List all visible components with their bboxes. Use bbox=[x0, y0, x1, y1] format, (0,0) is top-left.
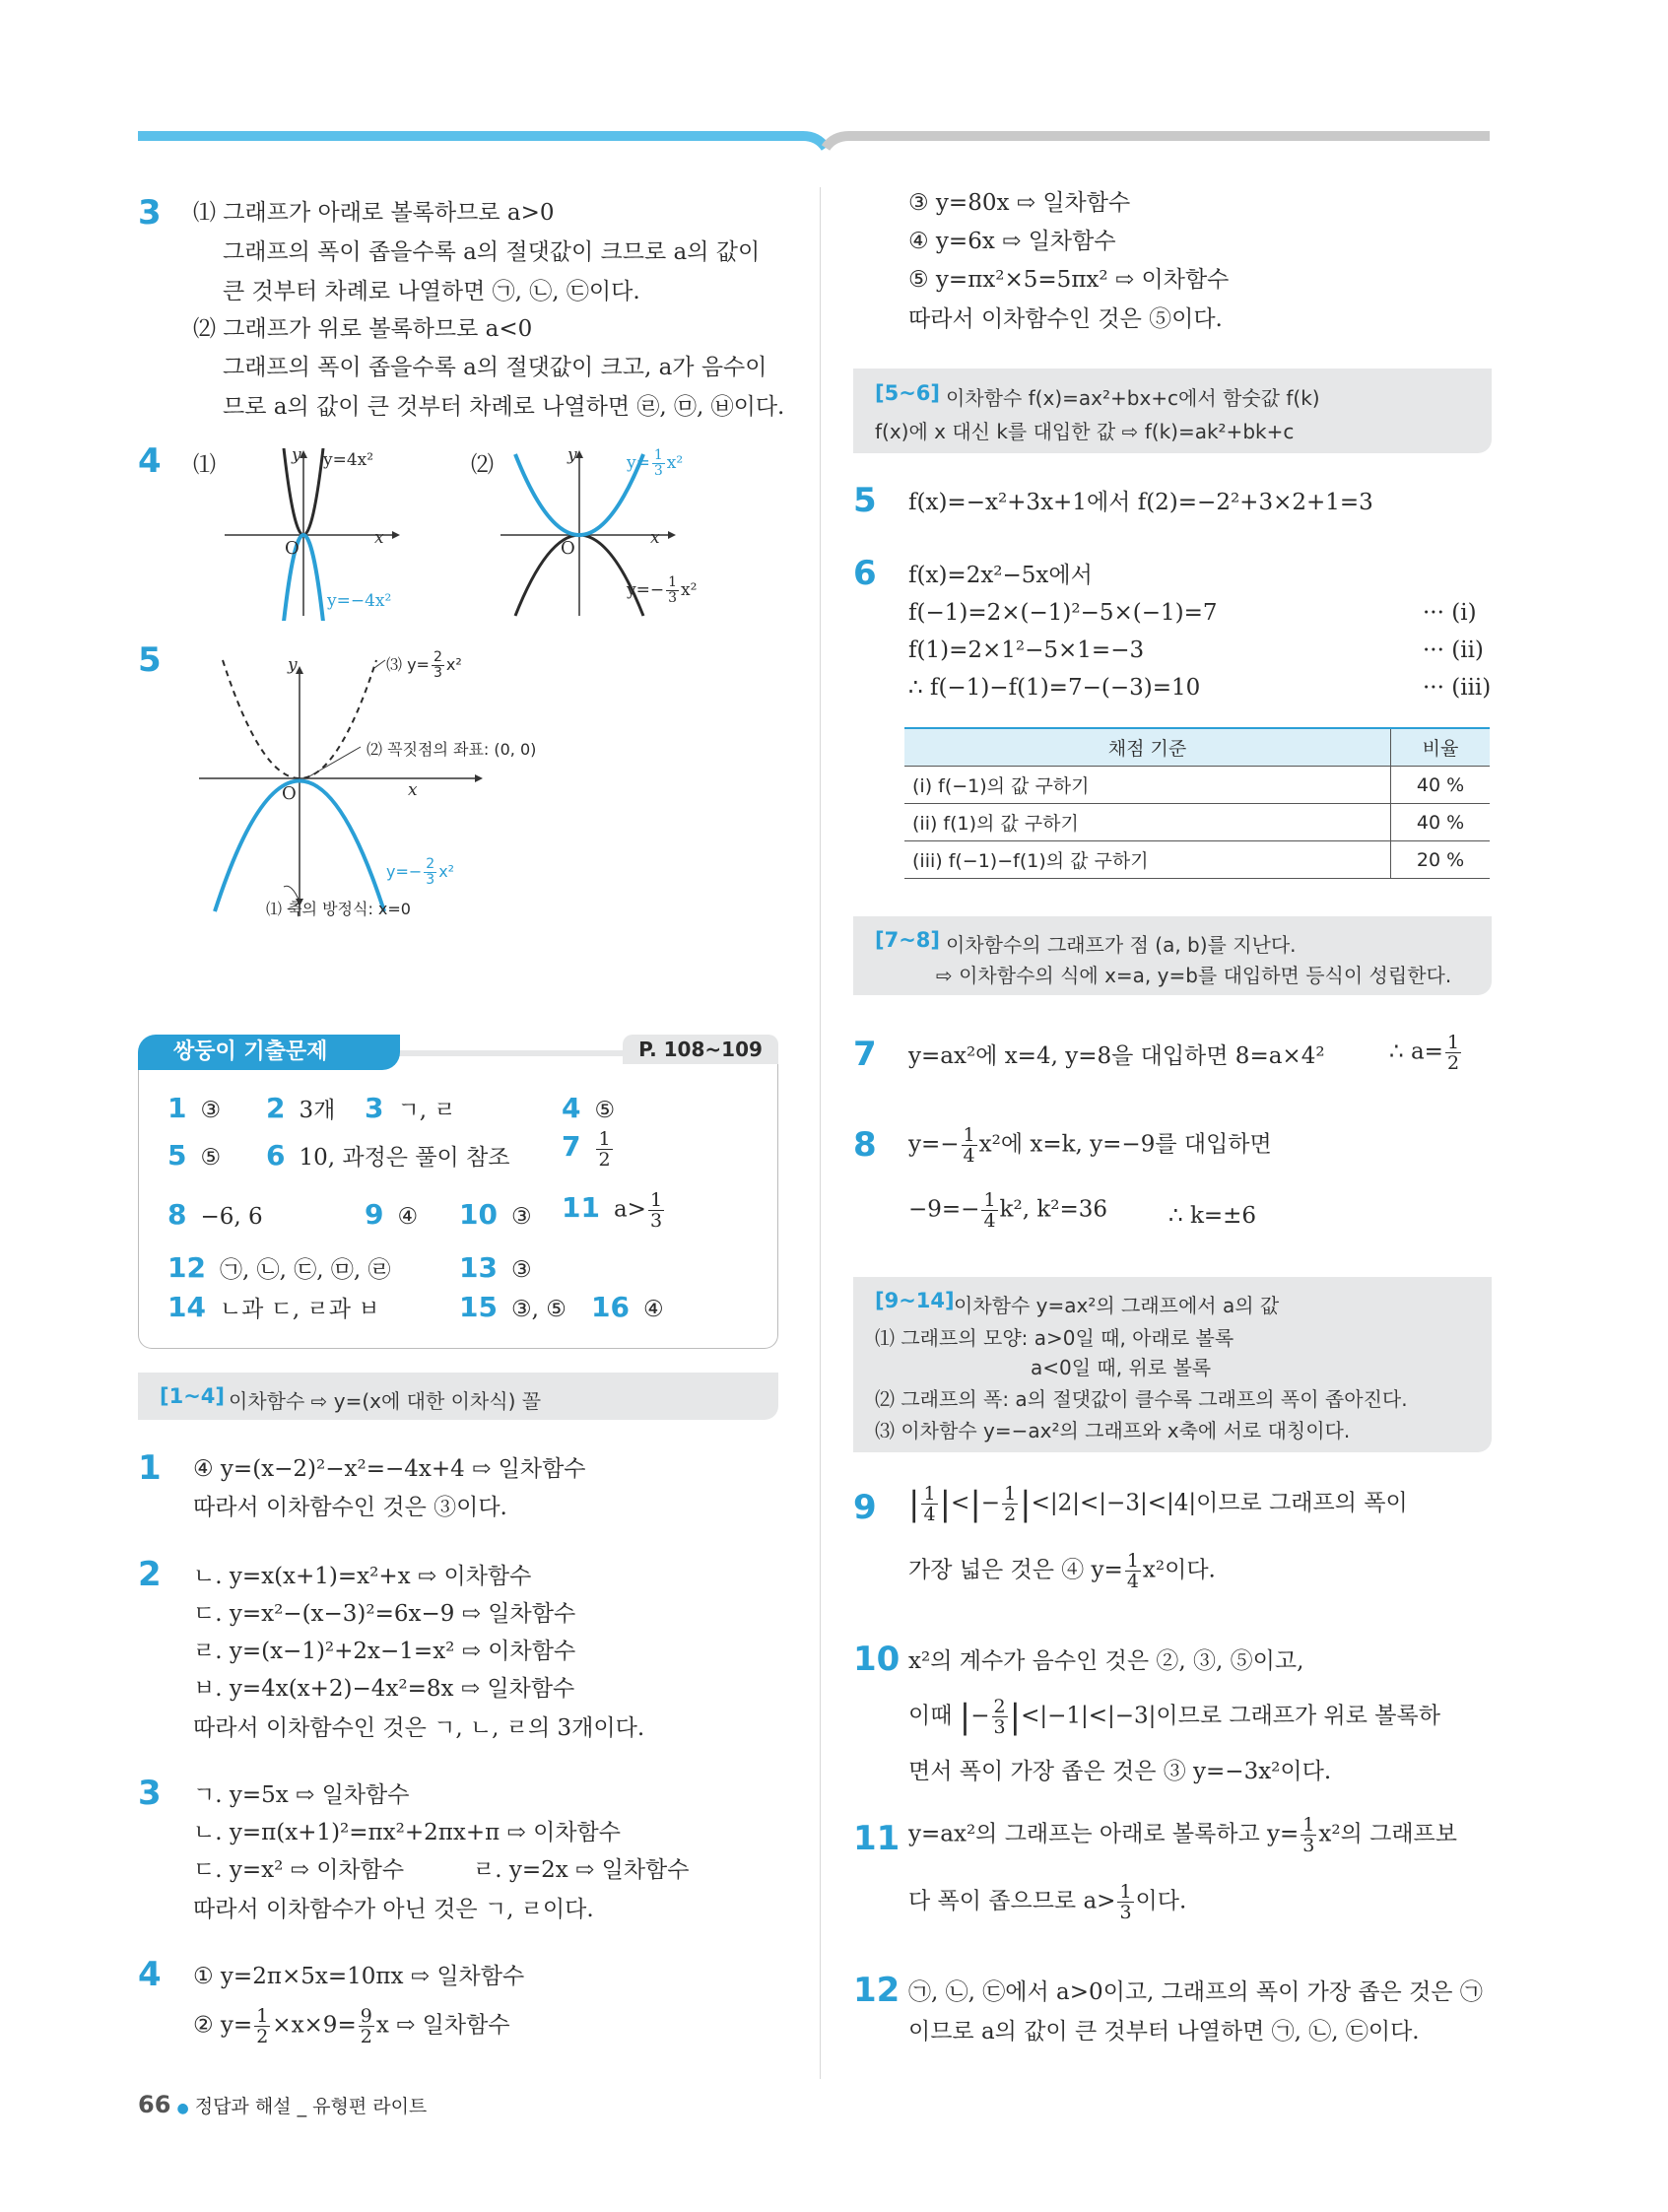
tip-text: 이차함수 y=ax²의 그래프에서 a의 값 bbox=[954, 1294, 1280, 1317]
problem-number: 1 bbox=[138, 1448, 162, 1488]
answer-value: ③ bbox=[200, 1098, 222, 1123]
label-part: y= bbox=[627, 453, 650, 473]
tip-text: ⑶ 이차함수 y=−ax²의 그래프와 x축에 서로 대칭이다. bbox=[875, 1419, 1351, 1442]
denominator: 2 bbox=[1004, 1504, 1017, 1525]
exam-answer bbox=[365, 1198, 418, 1231]
answer-value: 10, 과정은 풀이 참조 bbox=[299, 1145, 510, 1171]
table-header-row bbox=[904, 728, 1490, 767]
text-line: 이때 |− $\frac{2}{3}$ |<|−1|<|−3|이므로 그래프가 위로 볼록하 bbox=[908, 1696, 1440, 1738]
text-line: 그래프의 폭이 좁을수록 a의 절댓값이 크고, a가 음수이 bbox=[223, 355, 767, 380]
page-footer bbox=[138, 2091, 427, 2118]
fraction bbox=[666, 575, 679, 606]
answer-value: ⑤ bbox=[200, 1145, 222, 1171]
text-line: ㄷ. y=x² ⇨ 이차함수 bbox=[193, 1857, 405, 1883]
text-line: 따라서 이차함수인 것은 ㄱ, ㄴ, ㄹ의 3개이다. bbox=[193, 1715, 645, 1741]
curve-label bbox=[386, 650, 462, 681]
text-line: ㄷ. y=x²−(x−3)²=6x−9 ⇨ 일차함수 bbox=[193, 1601, 576, 1627]
problem-number: 2 bbox=[138, 1555, 162, 1594]
table-cell: (ii) f(1)의 값 구하기 bbox=[904, 804, 1391, 841]
tip-box-1-4 bbox=[138, 1373, 778, 1420]
denominator: 4 bbox=[983, 1210, 996, 1232]
fraction bbox=[992, 1697, 1008, 1737]
numerator: 1 bbox=[963, 1124, 975, 1146]
text-part: 다 폭이 좁으므로 a> bbox=[908, 1888, 1116, 1914]
text-line: 따라서 이차함수가 아닌 것은 ㄱ, ㄹ이다. bbox=[193, 1897, 594, 1922]
tip-text: 이차함수의 그래프가 점 (a, b)를 지난다. bbox=[946, 933, 1297, 957]
text-line: ① y=2π×5x=10πx ⇨ 일차함수 bbox=[193, 1964, 525, 1989]
denominator: 3 bbox=[1119, 1902, 1132, 1923]
text-part: 이때 bbox=[908, 1703, 953, 1729]
fraction bbox=[981, 1190, 997, 1231]
answer-value: ③, ⑤ bbox=[510, 1297, 567, 1322]
fraction bbox=[1301, 1815, 1316, 1855]
numerator: 1 bbox=[1126, 1550, 1139, 1572]
denominator: 2 bbox=[598, 1149, 611, 1171]
abs-bar: | bbox=[939, 1484, 952, 1524]
answer-number: 12 bbox=[167, 1251, 206, 1284]
text-line: | $\frac{1}{4}$ |<|− $\frac{1}{2}$ |<|2|<|−3|<|4|이므로 그래프의 폭이 bbox=[908, 1483, 1408, 1525]
tip-box-7-8 bbox=[853, 916, 1492, 995]
footer-text: 정답과 해설 _ 유형편 라이트 bbox=[194, 2096, 428, 2117]
answer-value: ④ bbox=[642, 1297, 664, 1322]
text-line: ㄱ. y=5x ⇨ 일차함수 bbox=[193, 1782, 410, 1808]
text-line: 따라서 이차함수인 것은 ③이다. bbox=[193, 1495, 507, 1520]
text-line: f(1)=2×1²−5×1=−3 bbox=[908, 637, 1145, 663]
problem-number: 4 bbox=[138, 441, 162, 481]
vertex-label: ⑵ 꼭짓점의 좌표: (0, 0) bbox=[367, 740, 537, 759]
text-line: f(x)=2x²−5x에서 bbox=[908, 563, 1093, 588]
fraction bbox=[652, 448, 665, 479]
text-line: x²의 계수가 음수인 것은 ②, ③, ⑤이고, bbox=[908, 1648, 1304, 1674]
text-line bbox=[908, 1551, 1216, 1591]
fraction bbox=[424, 857, 436, 888]
fraction bbox=[254, 2006, 270, 2046]
text-line bbox=[193, 2006, 510, 2046]
problem-number: 3 bbox=[138, 1774, 162, 1813]
problem-number: 11 bbox=[853, 1819, 901, 1858]
denominator: 2 bbox=[1446, 1052, 1460, 1074]
text-part: x²의 그래프보 bbox=[1318, 1821, 1457, 1847]
denominator: 2 bbox=[360, 2026, 372, 2047]
axis-label: x bbox=[650, 528, 660, 548]
table-header: 비율 bbox=[1391, 728, 1491, 767]
exam-answer bbox=[266, 1139, 510, 1172]
table-row bbox=[904, 767, 1490, 804]
text-line: ⑴ 그래프가 아래로 볼록하므로 a>0 bbox=[193, 200, 555, 226]
tip-text: a<0일 때, 위로 볼록 bbox=[1031, 1356, 1212, 1379]
denominator: 4 bbox=[963, 1145, 975, 1167]
tip-range: [9~14] bbox=[875, 1289, 955, 1312]
exam-answer bbox=[167, 1291, 380, 1323]
answer-number: 9 bbox=[365, 1198, 384, 1231]
curve-label bbox=[627, 575, 697, 606]
exam-answer bbox=[562, 1092, 615, 1124]
numerator: 1 bbox=[256, 2005, 269, 2027]
answer-number: 10 bbox=[459, 1198, 498, 1231]
exam-title-text: 쌍둥이 기출문제 bbox=[173, 1039, 328, 1064]
text-line: ㉠, ㉡, ㉢에서 a>0이고, 그래프의 폭이 가장 좁은 것은 ㉠ bbox=[908, 1979, 1483, 2005]
exam-answer bbox=[459, 1291, 567, 1323]
denominator: 3 bbox=[433, 665, 442, 681]
denominator: 4 bbox=[923, 1504, 936, 1525]
text-part: < bbox=[951, 1490, 970, 1516]
text-part: x²에 x=k, y=−9를 대입하면 bbox=[978, 1131, 1272, 1158]
origin-label: O bbox=[561, 538, 575, 559]
part-label: ⑵ bbox=[471, 452, 494, 478]
table-cell: 20 % bbox=[1391, 841, 1491, 879]
graph-4-1 bbox=[225, 448, 422, 621]
problem-number: 12 bbox=[853, 1971, 901, 2010]
text-line: ㄴ. y=π(x+1)²=πx²+2πx+π ⇨ 이차함수 bbox=[193, 1820, 621, 1845]
problem-number: 5 bbox=[138, 640, 162, 680]
footer-bullet: ● bbox=[176, 2101, 189, 2116]
exam-answer bbox=[167, 1251, 390, 1284]
header-bar bbox=[0, 0, 1668, 158]
abs-bar: | bbox=[1009, 1697, 1022, 1737]
text-line: ㅂ. y=4x(x+2)−4x²=8x ⇨ 일차함수 bbox=[193, 1676, 575, 1702]
table-cell: 40 % bbox=[1391, 767, 1491, 804]
step-marker: ··· (ii) bbox=[1423, 637, 1484, 663]
fraction bbox=[921, 1484, 937, 1524]
fraction bbox=[648, 1190, 664, 1231]
origin-label: O bbox=[282, 783, 297, 804]
denominator: 3 bbox=[668, 590, 678, 606]
denominator: 4 bbox=[1126, 1571, 1139, 1592]
tip-range: [7~8] bbox=[875, 928, 941, 952]
numerator: 1 bbox=[983, 1189, 996, 1211]
fraction bbox=[962, 1125, 977, 1166]
answer-number: 16 bbox=[591, 1291, 630, 1323]
fraction bbox=[359, 2006, 374, 2046]
table-header: 채점 기준 bbox=[904, 728, 1391, 767]
axis-label: y bbox=[292, 445, 301, 465]
answer-value: ㄴ과 ㄷ, ㄹ과 ㅂ bbox=[219, 1297, 380, 1322]
problem-number: 10 bbox=[853, 1640, 901, 1679]
answer-number: 3 bbox=[365, 1092, 384, 1124]
numerator: 1 bbox=[653, 447, 663, 463]
answer-number: 11 bbox=[562, 1190, 600, 1224]
answer-value: ④ bbox=[397, 1204, 419, 1230]
text-line: y=ax²에 x=4, y=8을 대입하면 8=a×4² bbox=[908, 1043, 1325, 1069]
text-line: ∴ f(−1)−f(1)=7−(−3)=10 bbox=[908, 675, 1201, 701]
exam-answer bbox=[167, 1198, 263, 1231]
denominator: 3 bbox=[1302, 1835, 1315, 1856]
part-label: ⑴ bbox=[193, 452, 216, 478]
tip-range: [5~6] bbox=[875, 381, 941, 405]
numerator: 1 bbox=[1302, 1814, 1315, 1836]
label-part: ⑶ y= bbox=[386, 655, 430, 674]
answer-number: 8 bbox=[167, 1198, 187, 1231]
numerator: 2 bbox=[433, 649, 442, 665]
origin-label: O bbox=[285, 538, 300, 559]
answer-value: −6, 6 bbox=[200, 1204, 263, 1230]
denominator: 3 bbox=[653, 463, 663, 479]
answer-number: 15 bbox=[459, 1291, 498, 1323]
table-row bbox=[904, 804, 1490, 841]
scoring-table bbox=[904, 727, 1490, 879]
text-line: 면서 폭이 가장 좁은 것은 ③ y=−3x²이다. bbox=[908, 1759, 1332, 1784]
problem-number: 9 bbox=[853, 1488, 877, 1527]
table-cell: (iii) f(−1)−f(1)의 값 구하기 bbox=[904, 841, 1391, 879]
exam-answer bbox=[167, 1092, 221, 1124]
answer-number: 5 bbox=[167, 1139, 187, 1172]
text-line: f(−1)=2×(−1)²−5×(−1)=7 bbox=[908, 600, 1218, 626]
text-line: 므로 a의 값이 큰 것부터 차례로 나열하면 ㉣, ㉤, ㉥이다. bbox=[223, 394, 785, 420]
answer-value: ⑤ bbox=[594, 1098, 616, 1123]
exam-answer bbox=[459, 1198, 532, 1231]
tip-text: 이차함수 f(x)=ax²+bx+c에서 함숫값 f(k) bbox=[946, 386, 1320, 410]
answer-value: ③ bbox=[510, 1204, 532, 1230]
answer-number: 6 bbox=[266, 1139, 286, 1172]
text-line: 따라서 이차함수인 것은 ⑤이다. bbox=[908, 306, 1223, 332]
numerator: 2 bbox=[426, 856, 435, 872]
text-part: y=− bbox=[908, 1131, 960, 1158]
tip-range: [1~4] bbox=[160, 1384, 226, 1408]
text-part: ×x×9= bbox=[272, 2012, 357, 2039]
numerator: 1 bbox=[923, 1483, 936, 1505]
answer-number: 4 bbox=[562, 1092, 581, 1124]
label-part: x² bbox=[445, 655, 462, 674]
tip-box-5-6 bbox=[853, 369, 1492, 453]
problem-number: 4 bbox=[138, 1955, 162, 1994]
label-part: x² bbox=[666, 453, 684, 473]
answer-number: 1 bbox=[167, 1092, 187, 1124]
table-cell: 40 % bbox=[1391, 804, 1491, 841]
answer-value: ㄱ, ㄹ bbox=[397, 1098, 456, 1123]
text-line: 이므로 a의 값이 큰 것부터 나열하면 ㉠, ㉡, ㉢이다. bbox=[908, 2019, 1420, 2044]
tip-text: 이차함수 ⇨ y=(x에 대한 이차식) 꼴 bbox=[229, 1389, 542, 1413]
axis-label: x bbox=[408, 780, 418, 800]
fraction bbox=[1002, 1484, 1018, 1524]
abs-bar: | bbox=[908, 1484, 920, 1524]
numerator: 1 bbox=[1004, 1483, 1017, 1505]
exam-answer bbox=[365, 1092, 456, 1124]
table-row bbox=[904, 841, 1490, 879]
text-line: ④ y=(x−2)²−x²=−4x+4 ⇨ 일차함수 bbox=[193, 1456, 586, 1482]
fraction bbox=[1125, 1551, 1141, 1591]
text-line bbox=[908, 1815, 1457, 1855]
numerator: 1 bbox=[1119, 1881, 1132, 1903]
problem-number: 7 bbox=[853, 1035, 877, 1074]
page-number: 66 bbox=[138, 2091, 171, 2118]
exam-answer bbox=[591, 1291, 664, 1323]
numerator: 1 bbox=[649, 1189, 663, 1211]
tip-text: ⑵ 그래프의 폭: a의 절댓값이 클수록 그래프의 폭이 좁아진다. bbox=[875, 1387, 1408, 1411]
answer-number: 2 bbox=[266, 1092, 286, 1124]
text-part: x²이다. bbox=[1142, 1557, 1216, 1583]
text-part: x ⇨ 일차함수 bbox=[375, 2012, 510, 2039]
text-line: ㄹ. y=(x−1)²+2x−1=x² ⇨ 이차함수 bbox=[193, 1639, 576, 1664]
label-part: x² bbox=[438, 862, 455, 881]
numerator: 9 bbox=[360, 2005, 372, 2027]
tip-text: ⑴ 그래프의 모양: a>0일 때, 아래로 볼록 bbox=[875, 1326, 1234, 1350]
problem-number: 3 bbox=[138, 193, 162, 233]
abs-bar: | bbox=[969, 1484, 981, 1524]
step-marker: ··· (iii) bbox=[1423, 675, 1492, 701]
text-line bbox=[908, 1190, 1107, 1231]
text-line: f(x)=−x²+3x+1에서 f(2)=−2²+3×2+1=3 bbox=[908, 490, 1373, 515]
axis-equation-label: ⑴ 축의 방정식: x=0 bbox=[266, 900, 411, 918]
exam-answer bbox=[266, 1092, 335, 1124]
numerator: 1 bbox=[668, 574, 678, 590]
table-cell: (i) f(−1)의 값 구하기 bbox=[904, 767, 1391, 804]
text-part: <|−1|<|−3|이므로 그래프가 위로 볼록하 bbox=[1021, 1703, 1440, 1729]
label-part: y=− bbox=[386, 862, 423, 881]
step-marker: ··· (i) bbox=[1423, 600, 1477, 626]
text-part: 가장 넓은 것은 ④ y= bbox=[908, 1557, 1123, 1583]
text-line bbox=[908, 1882, 1186, 1922]
fraction bbox=[596, 1129, 612, 1170]
fraction bbox=[432, 650, 444, 681]
fraction bbox=[1117, 1882, 1133, 1922]
answer-number: 7 bbox=[562, 1129, 581, 1163]
answer-value: ③ bbox=[510, 1257, 532, 1283]
text-line: ③ y=80x ⇨ 일차함수 bbox=[908, 190, 1131, 216]
exam-answer bbox=[459, 1251, 532, 1284]
axis-label: x bbox=[374, 528, 384, 548]
curve-label: y=−4x² bbox=[327, 591, 392, 611]
tip-box-9-14 bbox=[853, 1277, 1492, 1452]
denominator: 2 bbox=[256, 2026, 269, 2047]
exam-pages: P. 108~109 bbox=[623, 1035, 778, 1064]
text-part: 이다. bbox=[1135, 1888, 1187, 1914]
answer-value: ㉠, ㉡, ㉢, ㉤, ㉣ bbox=[219, 1257, 391, 1283]
problem-number: 6 bbox=[853, 554, 877, 593]
column-divider bbox=[820, 187, 821, 2079]
denominator: 3 bbox=[649, 1210, 663, 1232]
answer-value: 3개 bbox=[299, 1098, 336, 1123]
axis-label: y bbox=[288, 655, 298, 675]
tip-text: ⇨ 이차함수의 식에 x=a, y=b를 대입하면 등식이 성립한다. bbox=[936, 964, 1452, 987]
answer-value: a> bbox=[613, 1196, 646, 1223]
problem-number: 8 bbox=[853, 1125, 877, 1165]
label-part: x² bbox=[681, 580, 698, 600]
text-line: ④ y=6x ⇨ 일차함수 bbox=[908, 229, 1116, 254]
text-line: ㄴ. y=x(x+1)=x²+x ⇨ 이차함수 bbox=[193, 1564, 532, 1589]
answer-number: 13 bbox=[459, 1251, 498, 1284]
exam-answer bbox=[562, 1129, 615, 1170]
curve-label: y=4x² bbox=[323, 450, 374, 470]
text-line: ⑵ 그래프가 위로 볼록하므로 a<0 bbox=[193, 316, 533, 342]
text-part: ∴ a= bbox=[1389, 1039, 1443, 1065]
answer-number: 14 bbox=[167, 1291, 206, 1323]
exam-answer bbox=[167, 1139, 221, 1172]
text-line bbox=[908, 1125, 1272, 1166]
denominator: 3 bbox=[426, 872, 435, 888]
problem-number: 5 bbox=[853, 481, 877, 520]
text-line: ∴ k=±6 bbox=[1168, 1203, 1257, 1229]
text-part: <|2|<|−3|<|4|이므로 그래프의 폭이 bbox=[1031, 1490, 1408, 1516]
numerator: 1 bbox=[598, 1128, 611, 1150]
tip-text: f(x)에 x 대신 k를 대입한 값 ⇨ f(k)=ak²+bk+c bbox=[875, 420, 1295, 443]
text-line: 큰 것부터 차례로 나열하면 ㉠, ㉡, ㉢이다. bbox=[223, 279, 640, 304]
denominator: 3 bbox=[993, 1716, 1006, 1738]
numerator: 1 bbox=[1446, 1032, 1460, 1053]
text-part: −9=− bbox=[908, 1196, 980, 1223]
axis-label: y bbox=[567, 445, 577, 465]
text-line: ⑤ y=πx²×5=5πx² ⇨ 이차함수 bbox=[908, 267, 1230, 293]
label-part: y=− bbox=[627, 580, 665, 600]
exam-title bbox=[138, 1035, 400, 1070]
abs-bar: | bbox=[959, 1697, 971, 1737]
text-line: ㄹ. y=2x ⇨ 일차함수 bbox=[473, 1857, 690, 1883]
text-part: y=ax²의 그래프는 아래로 볼록하고 y= bbox=[908, 1821, 1300, 1847]
fraction bbox=[1445, 1033, 1461, 1073]
text-part: k², k²=36 bbox=[999, 1196, 1108, 1223]
text-part: ② y= bbox=[193, 2012, 253, 2039]
text-line bbox=[1389, 1033, 1463, 1073]
abs-bar: | bbox=[1020, 1484, 1032, 1524]
text-line: 그래프의 폭이 좁을수록 a의 절댓값이 크므로 a의 값이 bbox=[223, 239, 761, 265]
exam-answer bbox=[562, 1190, 666, 1231]
curve-label bbox=[386, 857, 454, 888]
curve-label bbox=[627, 448, 683, 479]
numerator: 2 bbox=[993, 1696, 1006, 1717]
